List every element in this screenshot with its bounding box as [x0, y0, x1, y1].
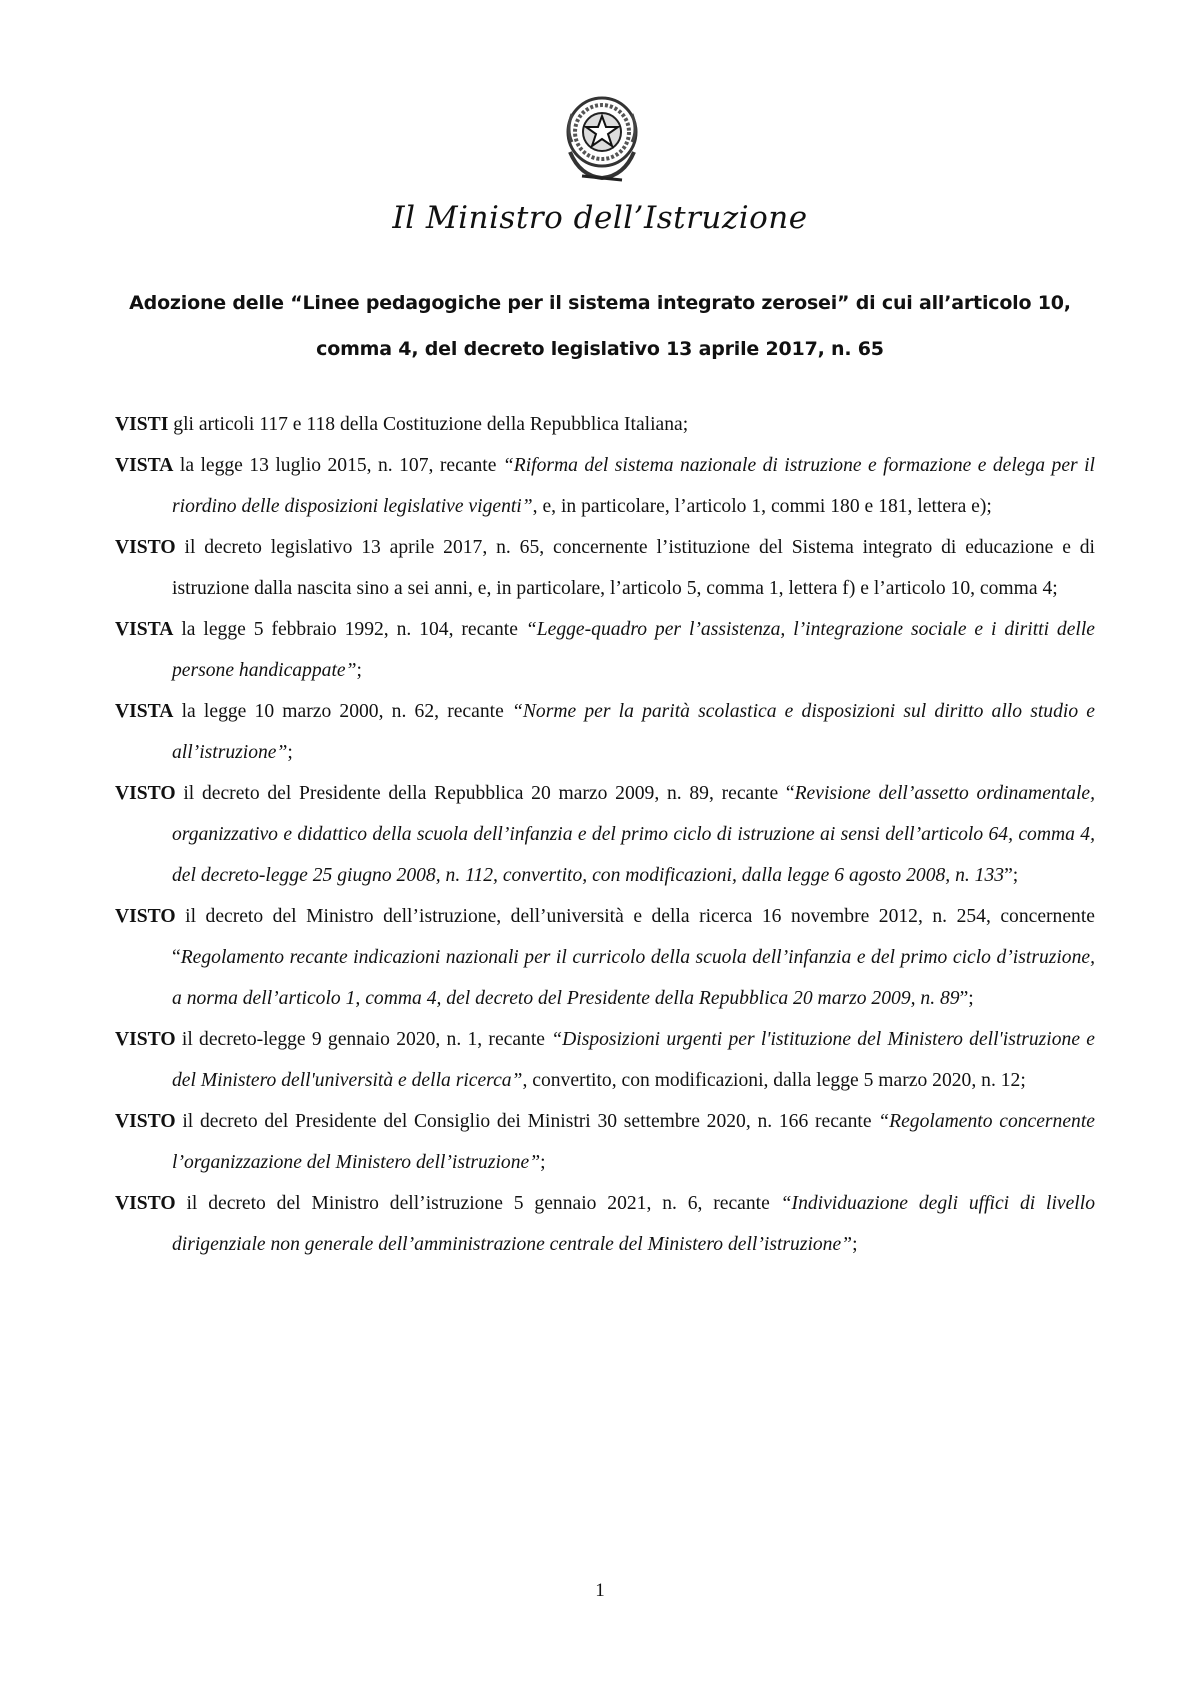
premise-text-tail: ;	[852, 1234, 858, 1255]
premise-text-tail: ;	[287, 742, 293, 763]
premise-text: il decreto del Ministro dell’istruzione 5 gennaio 2021, n. 6, recante	[175, 1193, 781, 1214]
premise-keyword: VISTI	[115, 414, 169, 435]
premise-text-tail: ”;	[959, 988, 974, 1009]
premise-paragraph	[115, 1183, 1095, 1265]
page-number: 1	[595, 1580, 605, 1601]
premise-text: la legge 5 febbraio 1992, n. 104, recante	[173, 619, 526, 640]
document-body	[115, 404, 1095, 1265]
premise-text-tail: , e, in particolare, l’articolo 1, commi 180 e 181, lettera e);	[532, 496, 992, 517]
title-line-2: comma 4, del decreto legislativo 13 aprile 2017, n. 65	[316, 338, 884, 360]
premise-paragraph	[115, 1019, 1095, 1101]
premise-citation: “Disposizioni urgenti per l'istituzione del Ministero dell'istruzione e del Ministero dell'università e della ricerca”	[172, 1029, 1095, 1091]
premise-text: il decreto del Ministro dell’istruzione, dell’università e della ricerca 16 novembre 2012, n. 254, concernente “	[172, 906, 1095, 968]
document-title	[100, 280, 1100, 372]
premise-paragraph	[115, 896, 1095, 1019]
premise-keyword: VISTO	[115, 537, 176, 558]
premise-text: gli articoli 117 e 118 della Costituzione della Repubblica Italiana;	[168, 414, 689, 435]
premise-text-tail: ;	[540, 1152, 546, 1173]
premise-paragraph	[115, 1101, 1095, 1183]
premise-paragraph	[115, 445, 1095, 527]
title-line-1: Adozione delle “Linee pedagogiche per il sistema integrato zerosei” di cui all’articolo 10,	[129, 292, 1071, 314]
premise-text: il decreto legislativo 13 aprile 2017, n. 65, concernente l’istituzione del Sistema integrato di educazione e di istruzione dalla nascita sino a sei anni, e, in particolare, l’articolo 5, comma 1, lettera f) e l’articolo 10, comma 4;	[172, 537, 1095, 599]
premise-paragraph	[115, 404, 1095, 445]
premise-paragraph	[115, 773, 1095, 896]
premise-citation: Regolamento recante indicazioni nazionali per il curricolo della scuola dell’infanzia e del primo ciclo d’istruzione, a norma dell’articolo 1, comma 4, del decreto del Presidente della Repubblica 20 marzo 2009, n. 89	[172, 947, 1095, 1009]
premise-text-tail: ;	[356, 660, 362, 681]
premise-text: il decreto-legge 9 gennaio 2020, n. 1, recante	[175, 1029, 552, 1050]
premise-citation: Revisione dell’assetto ordinamentale, organizzativo e didattico della scuola dell’infanzia e del primo ciclo di istruzione ai sensi dell’articolo 64, comma 4, del decreto-legge 25 giugno 2008, n. 112, convertito, con modificazioni, dalla legge 6 agosto 2008, n. 133	[172, 783, 1095, 886]
ministry-heading: Il Ministro dell’Istruzione	[392, 200, 808, 236]
premise-citation: “Legge-quadro per l’assistenza, l’integrazione sociale e i diritti delle persone handicappate”	[172, 619, 1096, 681]
premise-citation: “Norme per la parità scolastica e disposizioni sul diritto allo studio e all’istruzione”	[172, 701, 1095, 763]
premise-paragraph	[115, 691, 1095, 773]
premise-keyword: VISTO	[115, 1193, 176, 1214]
premise-citation: “Regolamento concernente l’organizzazione del Ministero dell’istruzione”	[172, 1111, 1095, 1173]
premise-paragraph	[115, 527, 1095, 609]
premise-citation: “Individuazione degli uffici di livello dirigenziale non generale dell’amministrazione centrale del Ministero dell’istruzione”	[172, 1193, 1095, 1255]
premise-keyword: VISTA	[115, 701, 174, 722]
premise-keyword: VISTA	[115, 455, 174, 476]
premise-text: il decreto del Presidente del Consiglio dei Ministri 30 settembre 2020, n. 166 recante	[175, 1111, 879, 1132]
italian-republic-emblem-icon	[560, 90, 644, 186]
premise-keyword: VISTO	[115, 1111, 176, 1132]
premise-citation: “Riforma del sistema nazionale di istruzione e formazione e delega per il riordino delle disposizioni legislative vigenti”	[172, 455, 1095, 517]
premise-keyword: VISTA	[115, 619, 174, 640]
premise-keyword: VISTO	[115, 783, 176, 804]
premise-keyword: VISTO	[115, 906, 176, 927]
premise-text-tail: ”;	[1004, 865, 1019, 886]
premise-text: la legge 13 luglio 2015, n. 107, recante	[173, 455, 503, 476]
premise-text: la legge 10 marzo 2000, n. 62, recante	[173, 701, 512, 722]
premise-text: il decreto del Presidente della Repubblica 20 marzo 2009, n. 89, recante “	[175, 783, 795, 804]
premise-paragraph	[115, 609, 1095, 691]
premise-keyword: VISTO	[115, 1029, 176, 1050]
premise-text-tail: , convertito, con modificazioni, dalla legge 5 marzo 2020, n. 12;	[522, 1070, 1026, 1091]
